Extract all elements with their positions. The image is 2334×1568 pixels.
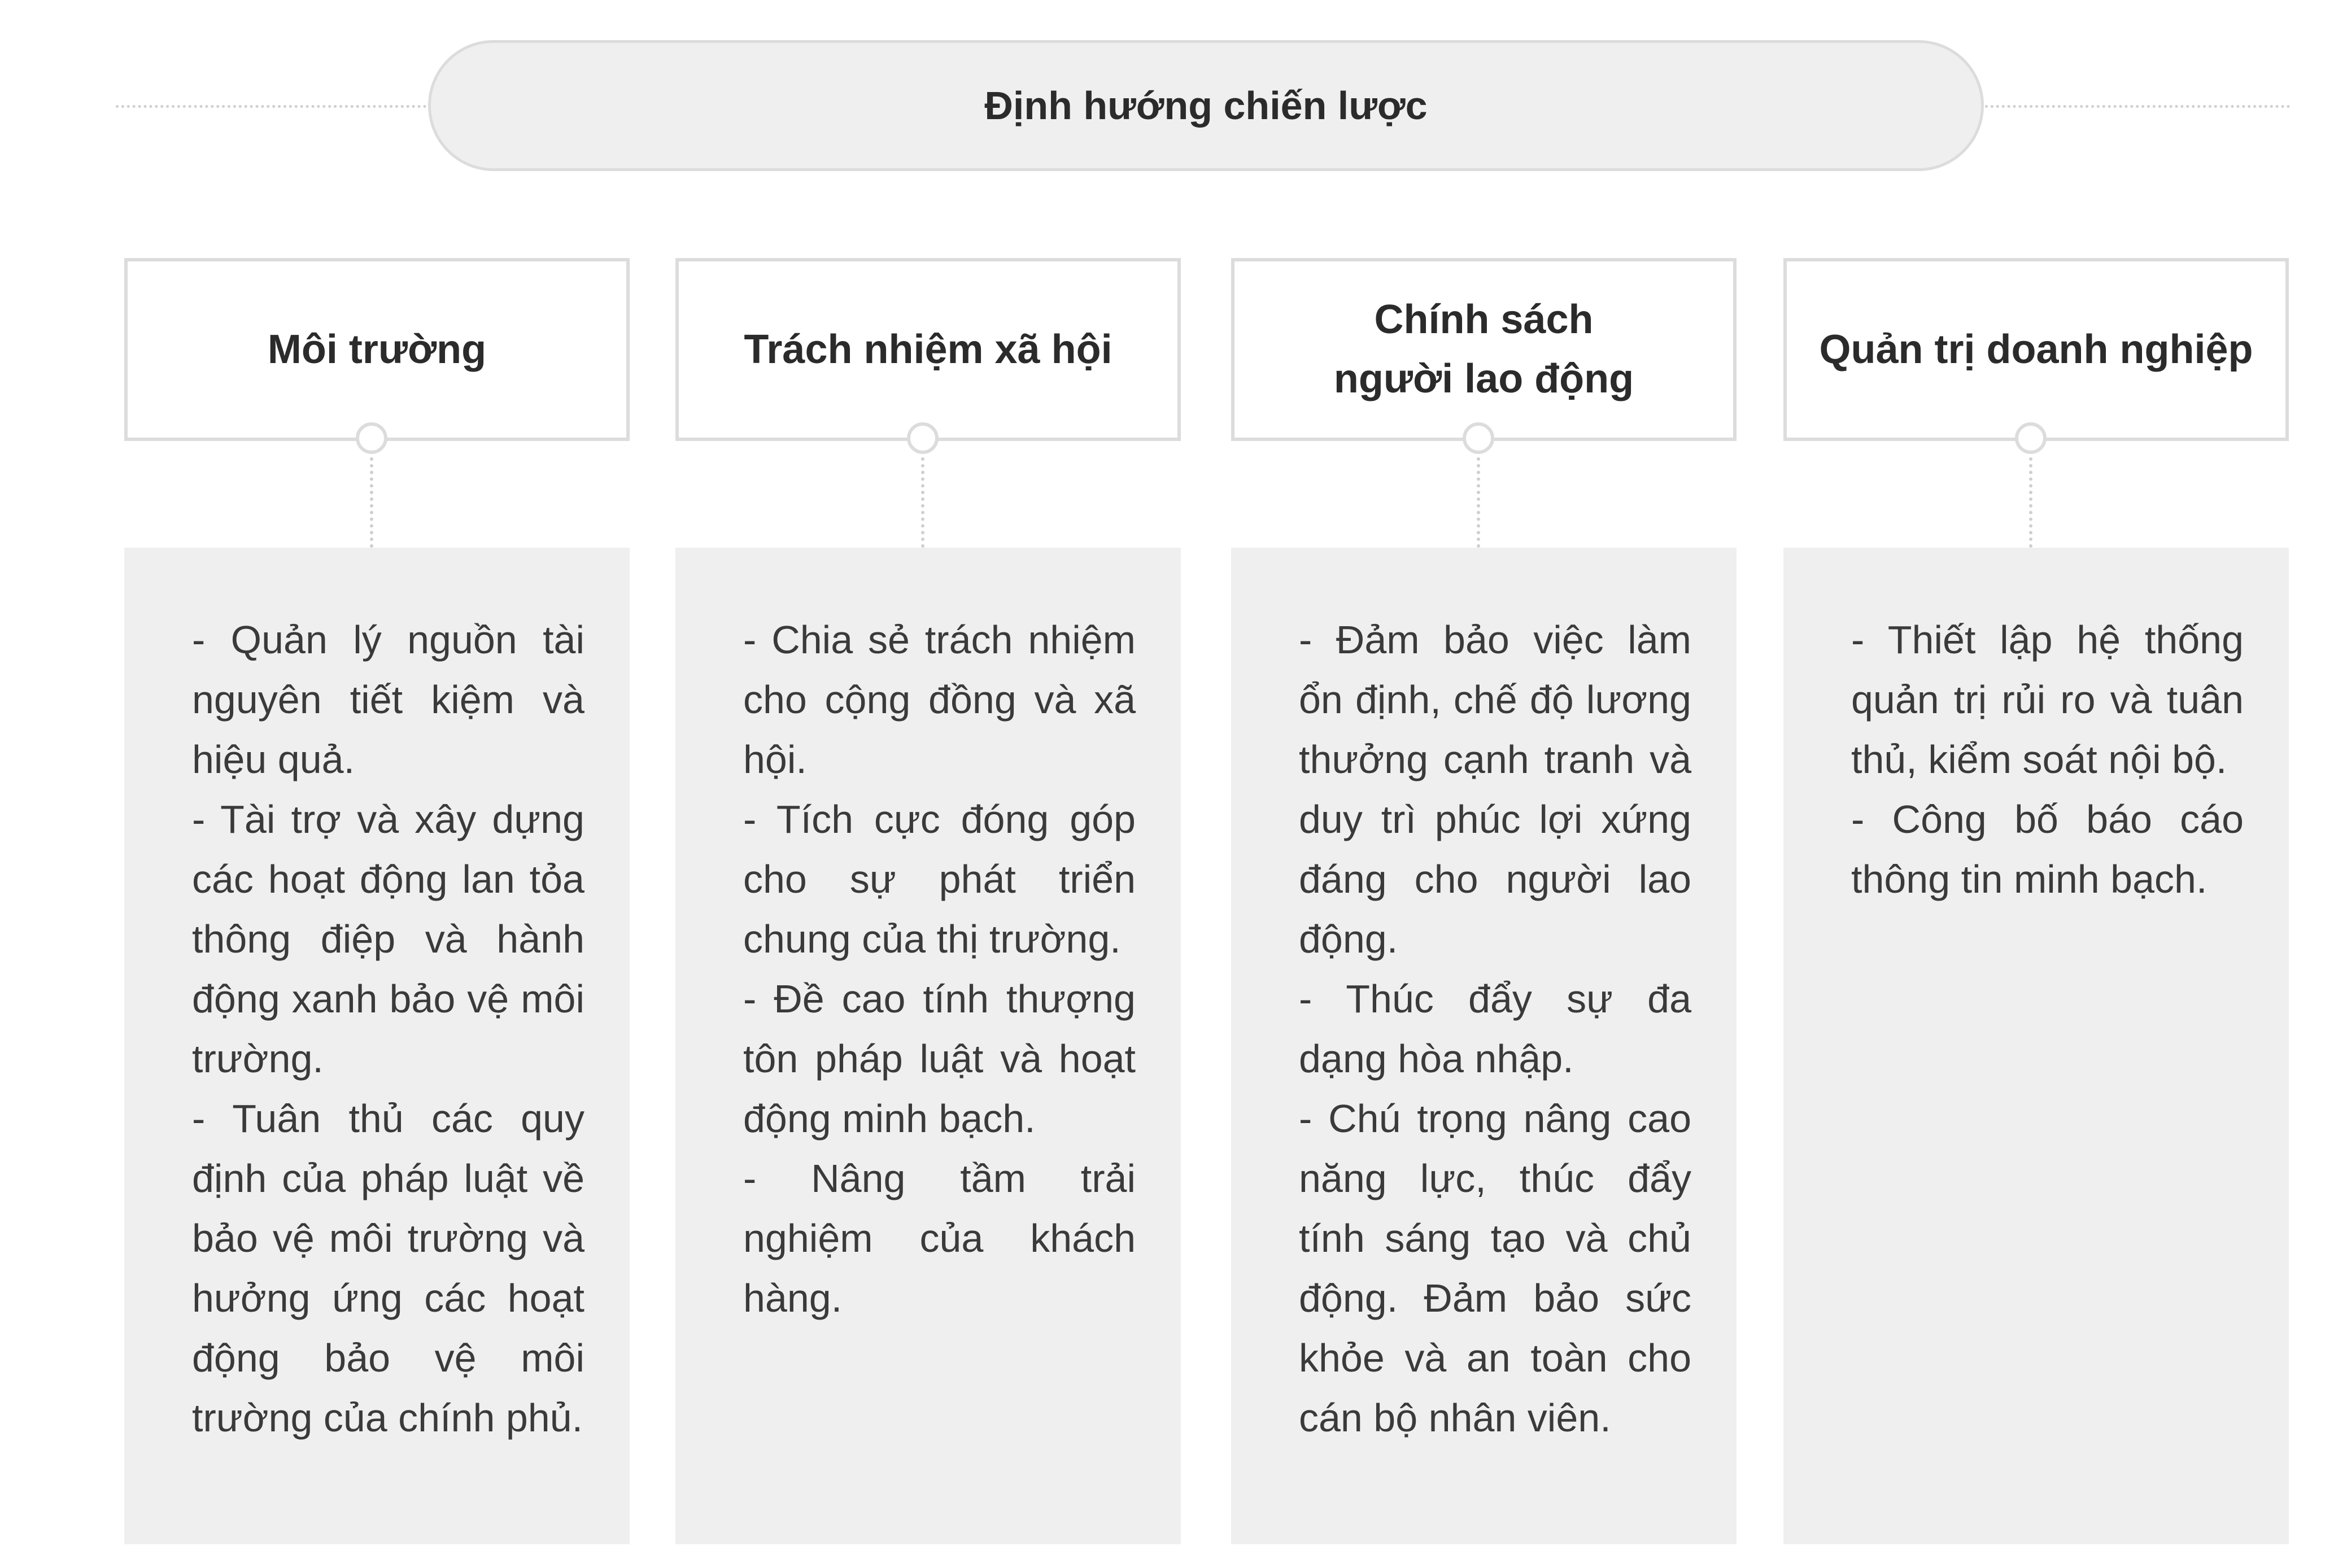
- column-header-environment: [124, 258, 630, 441]
- column-body-environment: [124, 548, 630, 1544]
- column-body-text: - Quản lý nguồn tài nguyên tiết kiệm và hiệu quả. - Tài trợ và xây dựng các hoạt động lan tỏa thông điệp và hành động xanh bảo vệ môi trường. - Tuân thủ các quy định của pháp luật về bảo vệ môi trường và hưởng ứng các hoạt động bảo vệ môi trường của chính phủ.: [192, 618, 584, 1440]
- column-body-text: - Đảm bảo việc làm ổn định, chế độ lương thưởng cạnh tranh và duy trì phúc lợi xứng đáng cho người lao động. - Thúc đẩy sự đa dạng hòa nhập. - Chú trọng nâng cao năng lực, thúc đẩy tính sáng tạo và chủ động. Đảm bảo sức khỏe và an toàn cho cán bộ nhân viên.: [1299, 618, 1691, 1440]
- banner-title: Định hướng chiến lược: [984, 84, 1428, 128]
- column-title: Quản trị doanh nghiệp: [1819, 326, 2253, 372]
- connector-dotted-line: [921, 457, 924, 548]
- column-title: Trách nhiệm xã hội: [744, 326, 1113, 372]
- connector-node: [1463, 422, 1494, 454]
- column-body-corporate-governance: [1783, 548, 2289, 1544]
- connector-node: [2015, 422, 2047, 454]
- connector-dotted-line: [2029, 457, 2032, 548]
- column-body-text: - Chia sẻ trách nhiệm cho cộng đồng và xã hội. - Tích cực đóng góp cho sự phát triển chung của thị trường. - Đề cao tính thượng tôn pháp luật và hoạt động minh bạch. - Nâng tầm trải nghiệm của khách hàng.: [743, 618, 1136, 1320]
- connector-dotted-line: [370, 457, 373, 548]
- column-header-social-responsibility: [675, 258, 1181, 441]
- column-header-labor-policy: [1231, 258, 1737, 441]
- column-body-text: - Thiết lập hệ thống quản trị rủi ro và tuân thủ, kiểm soát nội bộ. - Công bố báo cáo thông tin minh bạch.: [1851, 618, 2244, 901]
- column-header-corporate-governance: [1783, 258, 2289, 441]
- connector-dotted-line: [1477, 457, 1480, 548]
- column-body-social-responsibility: [675, 548, 1181, 1544]
- connector-node: [907, 422, 939, 454]
- banner-right-dotted-line: [1985, 105, 2290, 108]
- column-title: Chính sách người lao động: [1333, 297, 1634, 401]
- banner-left-dotted-line: [116, 105, 426, 108]
- column-body-labor-policy: [1231, 548, 1737, 1544]
- strategy-banner: [428, 40, 1984, 171]
- column-title: Môi trường: [267, 326, 487, 372]
- connector-node: [356, 422, 387, 454]
